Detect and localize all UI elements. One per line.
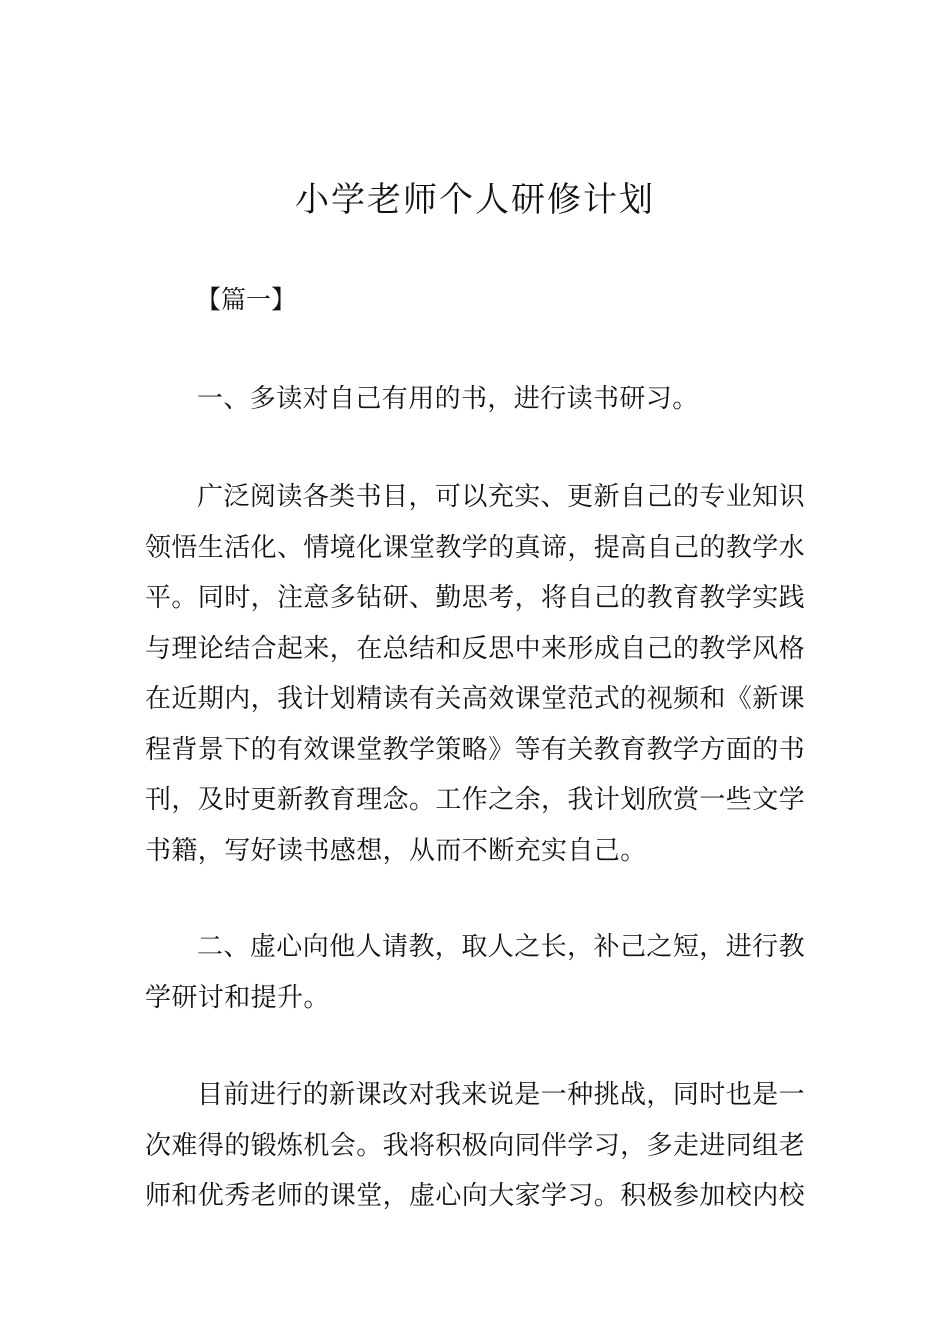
document-title: 小学老师个人研修计划 <box>295 180 655 220</box>
paragraph-heading-2: 二、虚心向他人请教，取人之长，补己之短，进行教学研讨和提升。 <box>145 932 805 1013</box>
paragraph-body-2: 目前进行的新课改对我来说是一种挑战，同时也是一次难得的锻炼机会。我将积极向同伴学习，多走进同组老师和优秀老师的课堂，虚心向大家学习。积极参加校内校 <box>145 1080 806 1211</box>
section-tag: 【篇一】 <box>196 285 297 314</box>
paragraph-body-1: 广泛阅读各类书目，可以充实、更新自己的专业知识领悟生活化、情境化课堂教学的真谛，提高自己的教学水平。同时，注意多钻研、勤思考，将自己的教育教学实践与理论结合起来，在总结和反思中来形成自己的教学风格在近期内，我计划精读有关高效课堂范式的视频和《新课程背景下的有效课堂教学策略》等有关教育教学方面的书刊，及时更新教育理念。工作之余，我计划欣赏一些文学书籍，写好读书感想，从而不断充实自己。 <box>145 482 806 866</box>
paragraph-heading-1: 一、多读对自己有用的书，进行读书研习。 <box>197 384 699 414</box>
